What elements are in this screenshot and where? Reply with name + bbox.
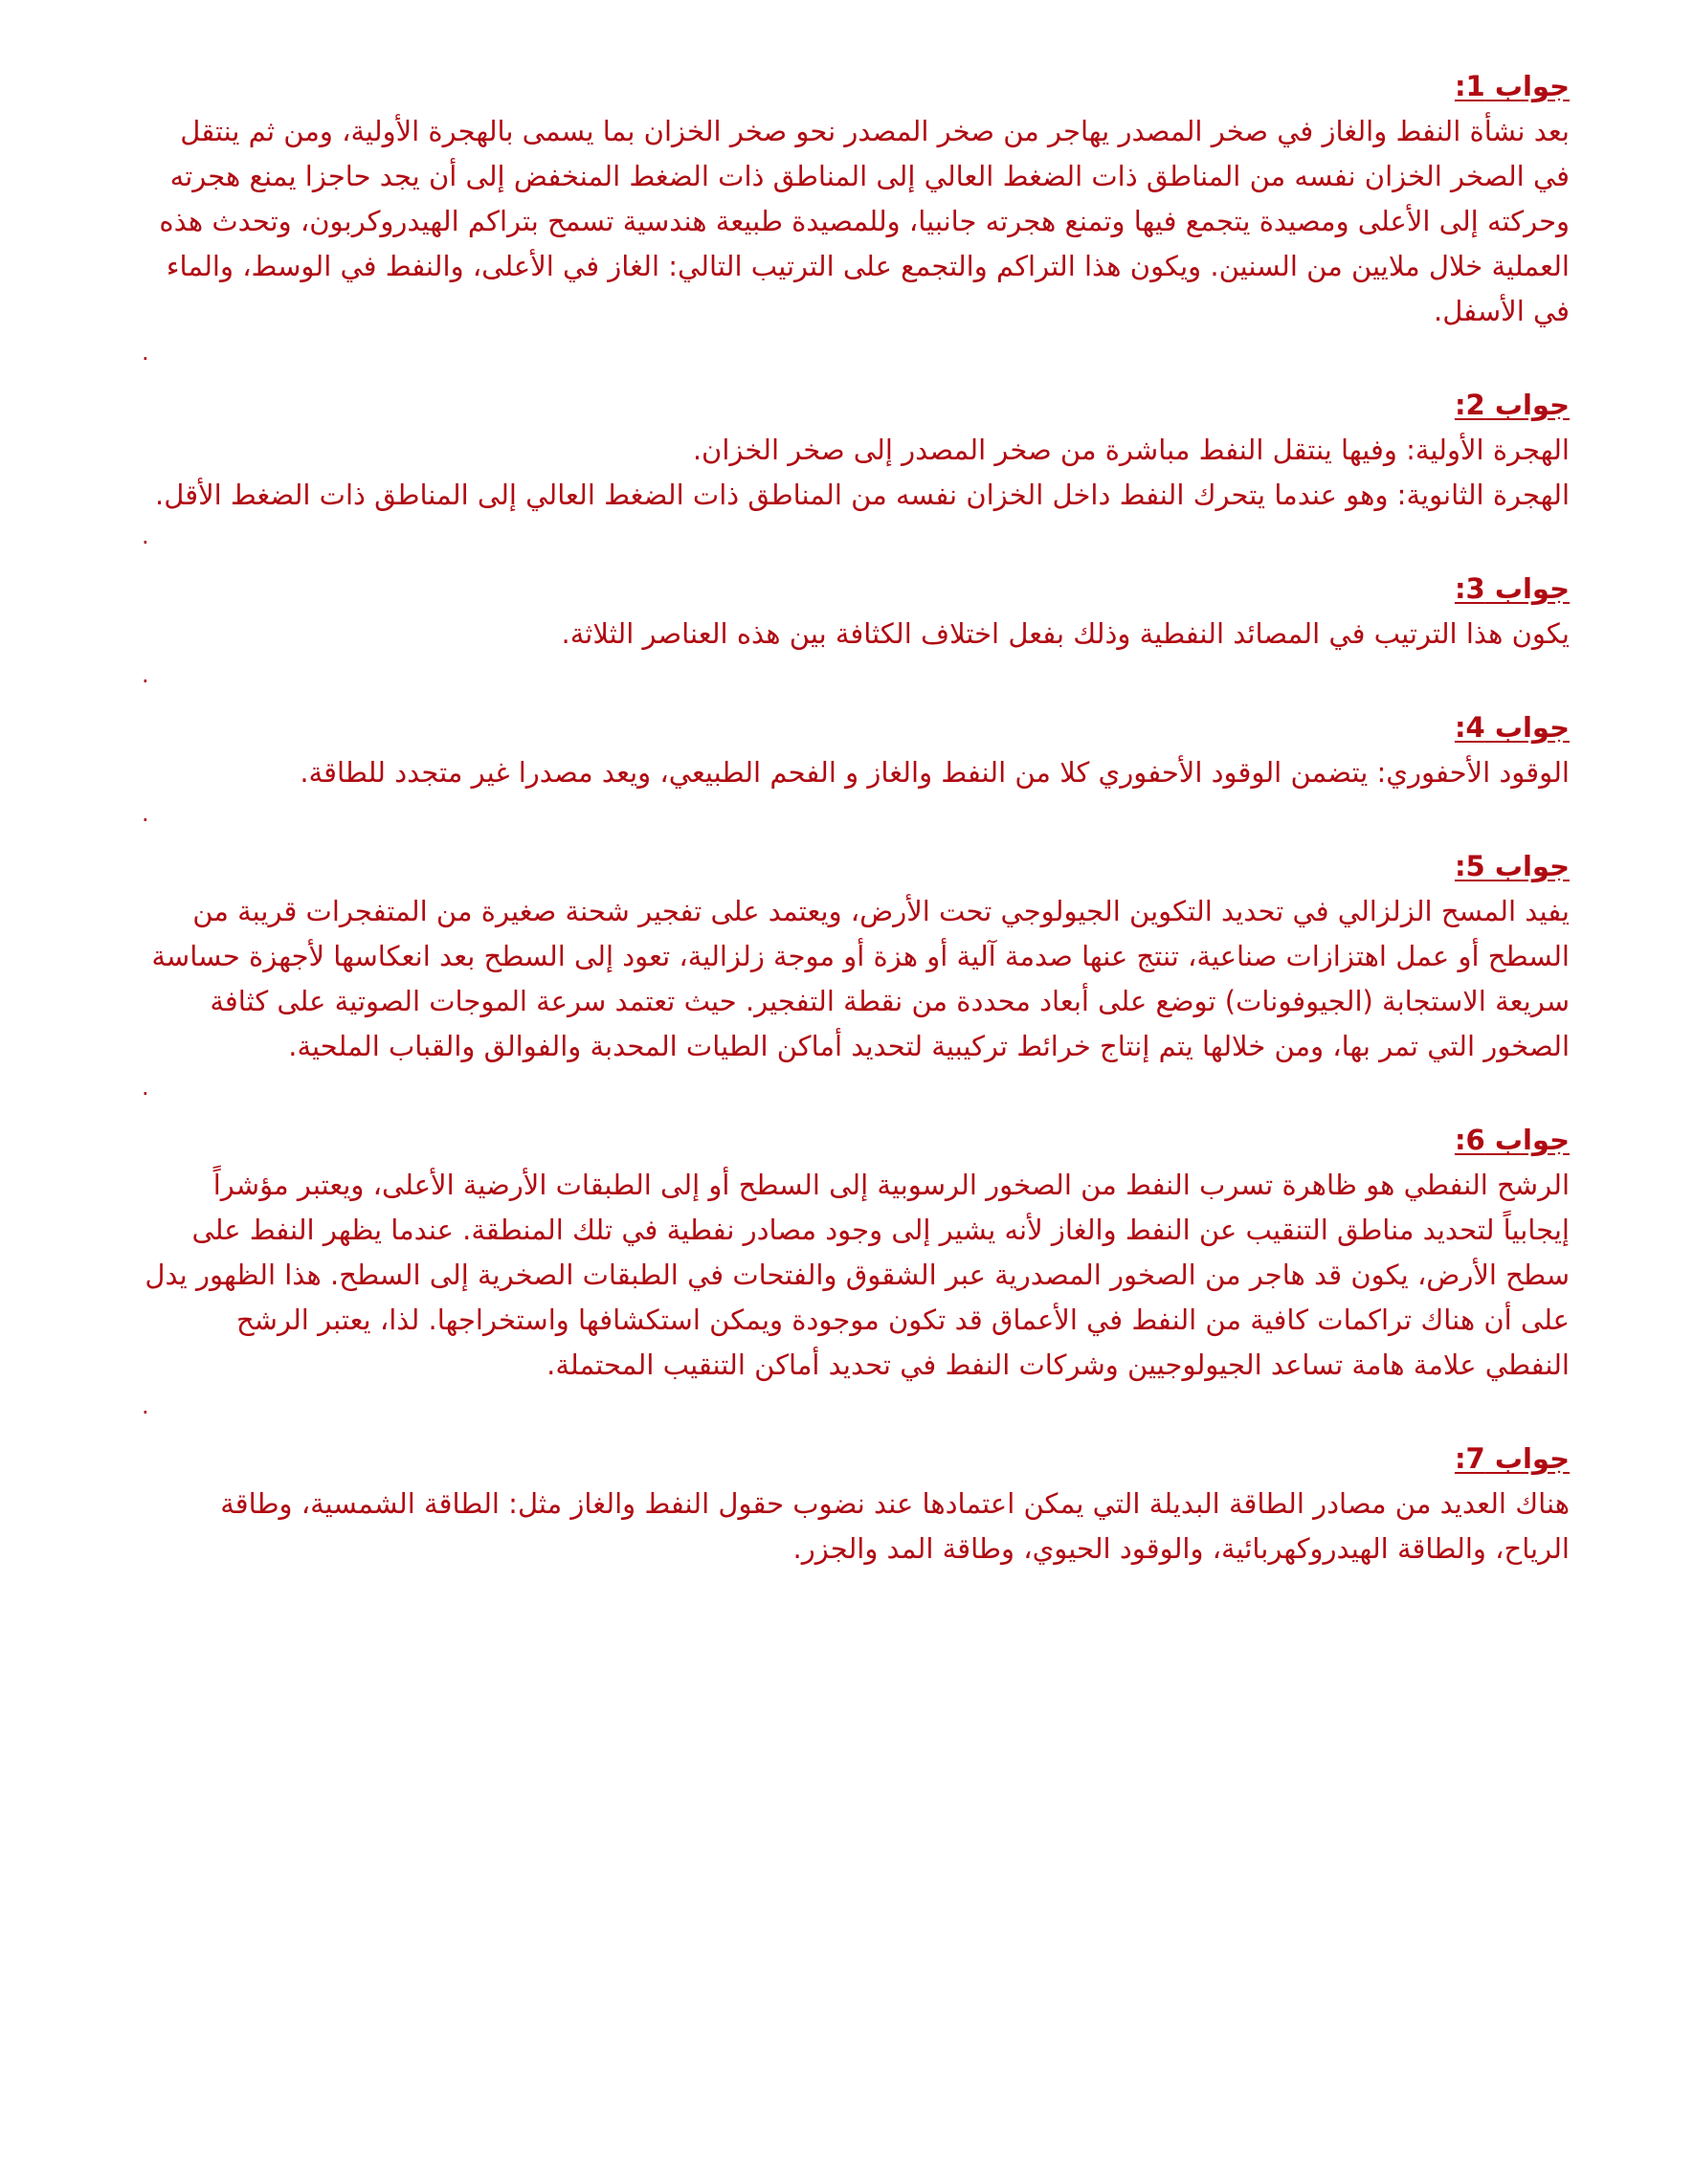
answer-heading: جواب 1: [1454,70,1570,102]
answer-paragraph: بعد نشأة النفط والغاز في صخر المصدر يهاجر من صخر المصدر نحو صخر الخزان بما يسمى بالهجرة الأولية، ومن ثم ينتقل في الصخر الخزان نفسه من المناطق ذات الضغط العالي إلى المناطق ذات الضغط المنخفض إلى أن يجد حاجزا يمنع هجرته وحركته إلى الأعلى ومصيدة يتجمع فيها وتمنع هجرته جانبيا، وللمصيدة طبيعة هندسية تسمح بتراكم الهيدروكربون، وتحدث هذه العملية خلال ملايين من السنين. ويكون هذا التراكم والتجمع على الترتيب التالي: الغاز في الأعلى، والنفط في الوسط، والماء في الأسفل. [159,115,1570,327]
answer-heading: جواب 5: [1454,850,1570,882]
answer-paragraph: الرشح النفطي هو ظاهرة تسرب النفط من الصخور الرسوبية إلى السطح أو إلى الطبقات الأرضية الأعلى، ويعتبر مؤشراً إيجابياً لتحديد مناطق التنقيب عن النفط والغاز لأنه يشير إلى وجود مصادر نفطية في تلك المنطقة. عندما يظهر النفط على سطح الأرض، يكون قد هاجر من الصخور المصدرية عبر الشقوق والفتحات في الطبقات الصخرية إلى السطح. هذا الظهور يدل على أن هناك تراكمات كافية من النفط في الأعماق قد تكون موجودة ويمكن استكشافها واستخراجها. لذا، يعتبر الرشح النفطي علامة هامة تساعد الجيولوجيين وشركات النفط في تحديد أماكن التنقيب المحتملة. [145,1169,1570,1381]
answers-document [144,67,1570,1593]
answer-7 [144,1439,1570,1571]
answer-3 [144,569,1570,687]
separator-dot: . [142,523,149,549]
answer-paragraph: هناك العديد من مصادر الطاقة البديلة التي يمكن اعتمادها عند نضوب حقول النفط والغاز مثل: الطاقة الشمسية، وطاقة الرياح، والطاقة الهيدروكهربائية، والوقود الحيوي، وطاقة المد والجزر. [220,1487,1570,1565]
answer-paragraph: الهجرة الثانوية: وهو عندما يتحرك النفط داخل الخزان نفسه من المناطق ذات الضغط العالي إلى المناطق ذات الضغط الأقل. [155,479,1570,511]
answer-paragraph: يكون هذا الترتيب في المصائد النفطية وذلك بفعل اختلاف الكثافة بين هذه العناصر الثلاثة. [561,617,1570,650]
answer-paragraph: الوقود الأحفوري: يتضمن الوقود الأحفوري كلا من النفط والغاز و الفحم الطبيعي، ويعد مصدرا غير متجدد للطاقة. [300,756,1570,789]
answer-heading: جواب 4: [1454,711,1570,744]
separator-dot: . [142,800,149,827]
answer-heading: جواب 7: [1454,1442,1570,1475]
answer-paragraph: يفيد المسح الزلزالي في تحديد التكوين الجيولوجي تحت الأرض، ويعتمد على تفجير شحنة صغيرة من المتفجرات قريبة من السطح أو عمل اهتزازات صناعية، تنتج عنها صدمة آلية أو هزة أو موجة زلزالية، تعود إلى السطح بعد انعكاسها لأجهزة حساسة سريعة الاستجابة (الجيوفونات) توضع على أبعاد محددة من نقطة التفجير. حيث تعتمد سرعة الموجات الصوتية على كثافة الصخور التي تمر بها، ومن خلالها يتم إنتاج خرائط تركيبية لتحديد أماكن الطيات المحدبة والفوالق والقباب الملحية. [151,895,1570,1062]
answer-2 [144,386,1570,548]
answer-heading: جواب 3: [1454,572,1570,605]
answer-1 [144,67,1570,365]
answer-6 [144,1121,1570,1418]
answer-4 [144,708,1570,826]
separator-dot: . [142,661,149,688]
answer-heading: جواب 6: [1454,1124,1570,1156]
separator-dot: . [142,1074,149,1101]
answer-heading: جواب 2: [1454,389,1570,421]
separator-dot: . [142,339,149,366]
answer-paragraph: الهجرة الأولية: وفيها ينتقل النفط مباشرة من صخر المصدر إلى صخر الخزان. [692,434,1570,466]
separator-dot: . [142,1393,149,1419]
answer-5 [144,847,1570,1100]
